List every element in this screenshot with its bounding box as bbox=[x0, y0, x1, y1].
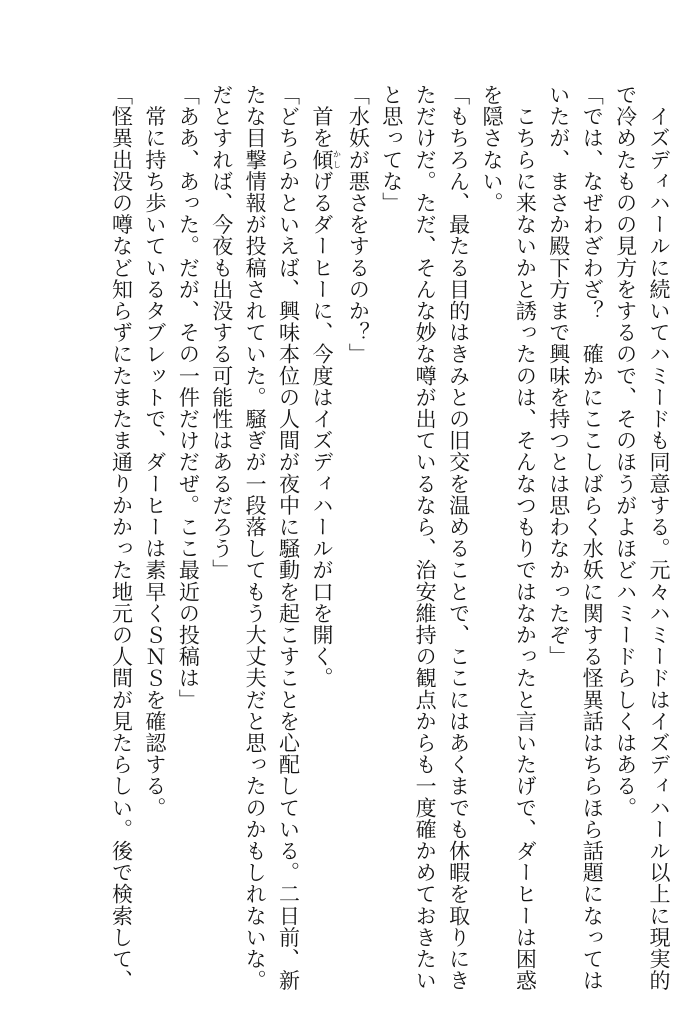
text-line: だとすれば、今夜も出没する可能性はあるだろう」 bbox=[209, 84, 234, 581]
text-line: たな目撃情報が投稿されていた。騒ぎが一段落してもう大丈夫だと思ったのかもしれないな。 bbox=[243, 84, 268, 992]
text-line: を隠さない。 bbox=[479, 84, 504, 214]
text-line: イズディハールに続いてハミードも同意する。元々ハミードはイズディハール以上に現実的 bbox=[647, 84, 671, 992]
text-line: 「どちらかといえば、興味本位の人間が夜中に騒動を起こすことを心配している。二日前、新 bbox=[276, 84, 301, 992]
ruby-line-before: 首を bbox=[309, 84, 334, 149]
text-line: 「では、なぜわざわざ？ 確かにここしばらく水妖に関する怪異話はちらほら話題になっては bbox=[580, 84, 605, 992]
text-line: 「水妖が悪さをするのか？」 bbox=[346, 84, 371, 365]
text-line: 「ああ、あった。だが、その一件だけだぜ。ここ最近の投稿は」 bbox=[176, 84, 201, 711]
text-line-with-ruby bbox=[305, 84, 341, 964]
text-line: と思ってな」 bbox=[379, 84, 404, 214]
ruby-line-after: げるダーヒーに、今度はイズディハールが口を開く。 bbox=[309, 170, 334, 689]
ruby-reading: かし bbox=[332, 148, 342, 171]
text-line: 常に持ち歩いているタブレットで、ダーヒーは素早くＳＮＳを確認する。 bbox=[142, 84, 167, 819]
ruby-annotation bbox=[309, 148, 342, 171]
ruby-base: 傾 bbox=[309, 148, 334, 171]
text-line: 「もちろん、最たる目的はきみとの旧交を温めることで、ここにはあくまでも休暇を取りにき bbox=[446, 84, 471, 992]
text-line: こちらに来ないかと誘ったのは、そんなつもりではなかったと言いたげで、ダーヒーは困惑 bbox=[513, 84, 538, 992]
text-line: 「怪異出没の噂など知らずにたまたま通りかかった地元の人間が見たらしい。後で検索して、 bbox=[109, 84, 134, 992]
vertical-body-text bbox=[104, 84, 675, 992]
text-line: ただけだ。ただ、そんな妙な噂が出ているなら、治安維持の観点からも一度確かめておきたい bbox=[413, 84, 438, 992]
text-line: いたが、まさか殿下方まで興味を持つとは思わなかったぞ」 bbox=[546, 84, 571, 668]
text-line: で冷めたものの見方をするので、そのほうがよほどハミードらしくはある。 bbox=[613, 84, 638, 819]
